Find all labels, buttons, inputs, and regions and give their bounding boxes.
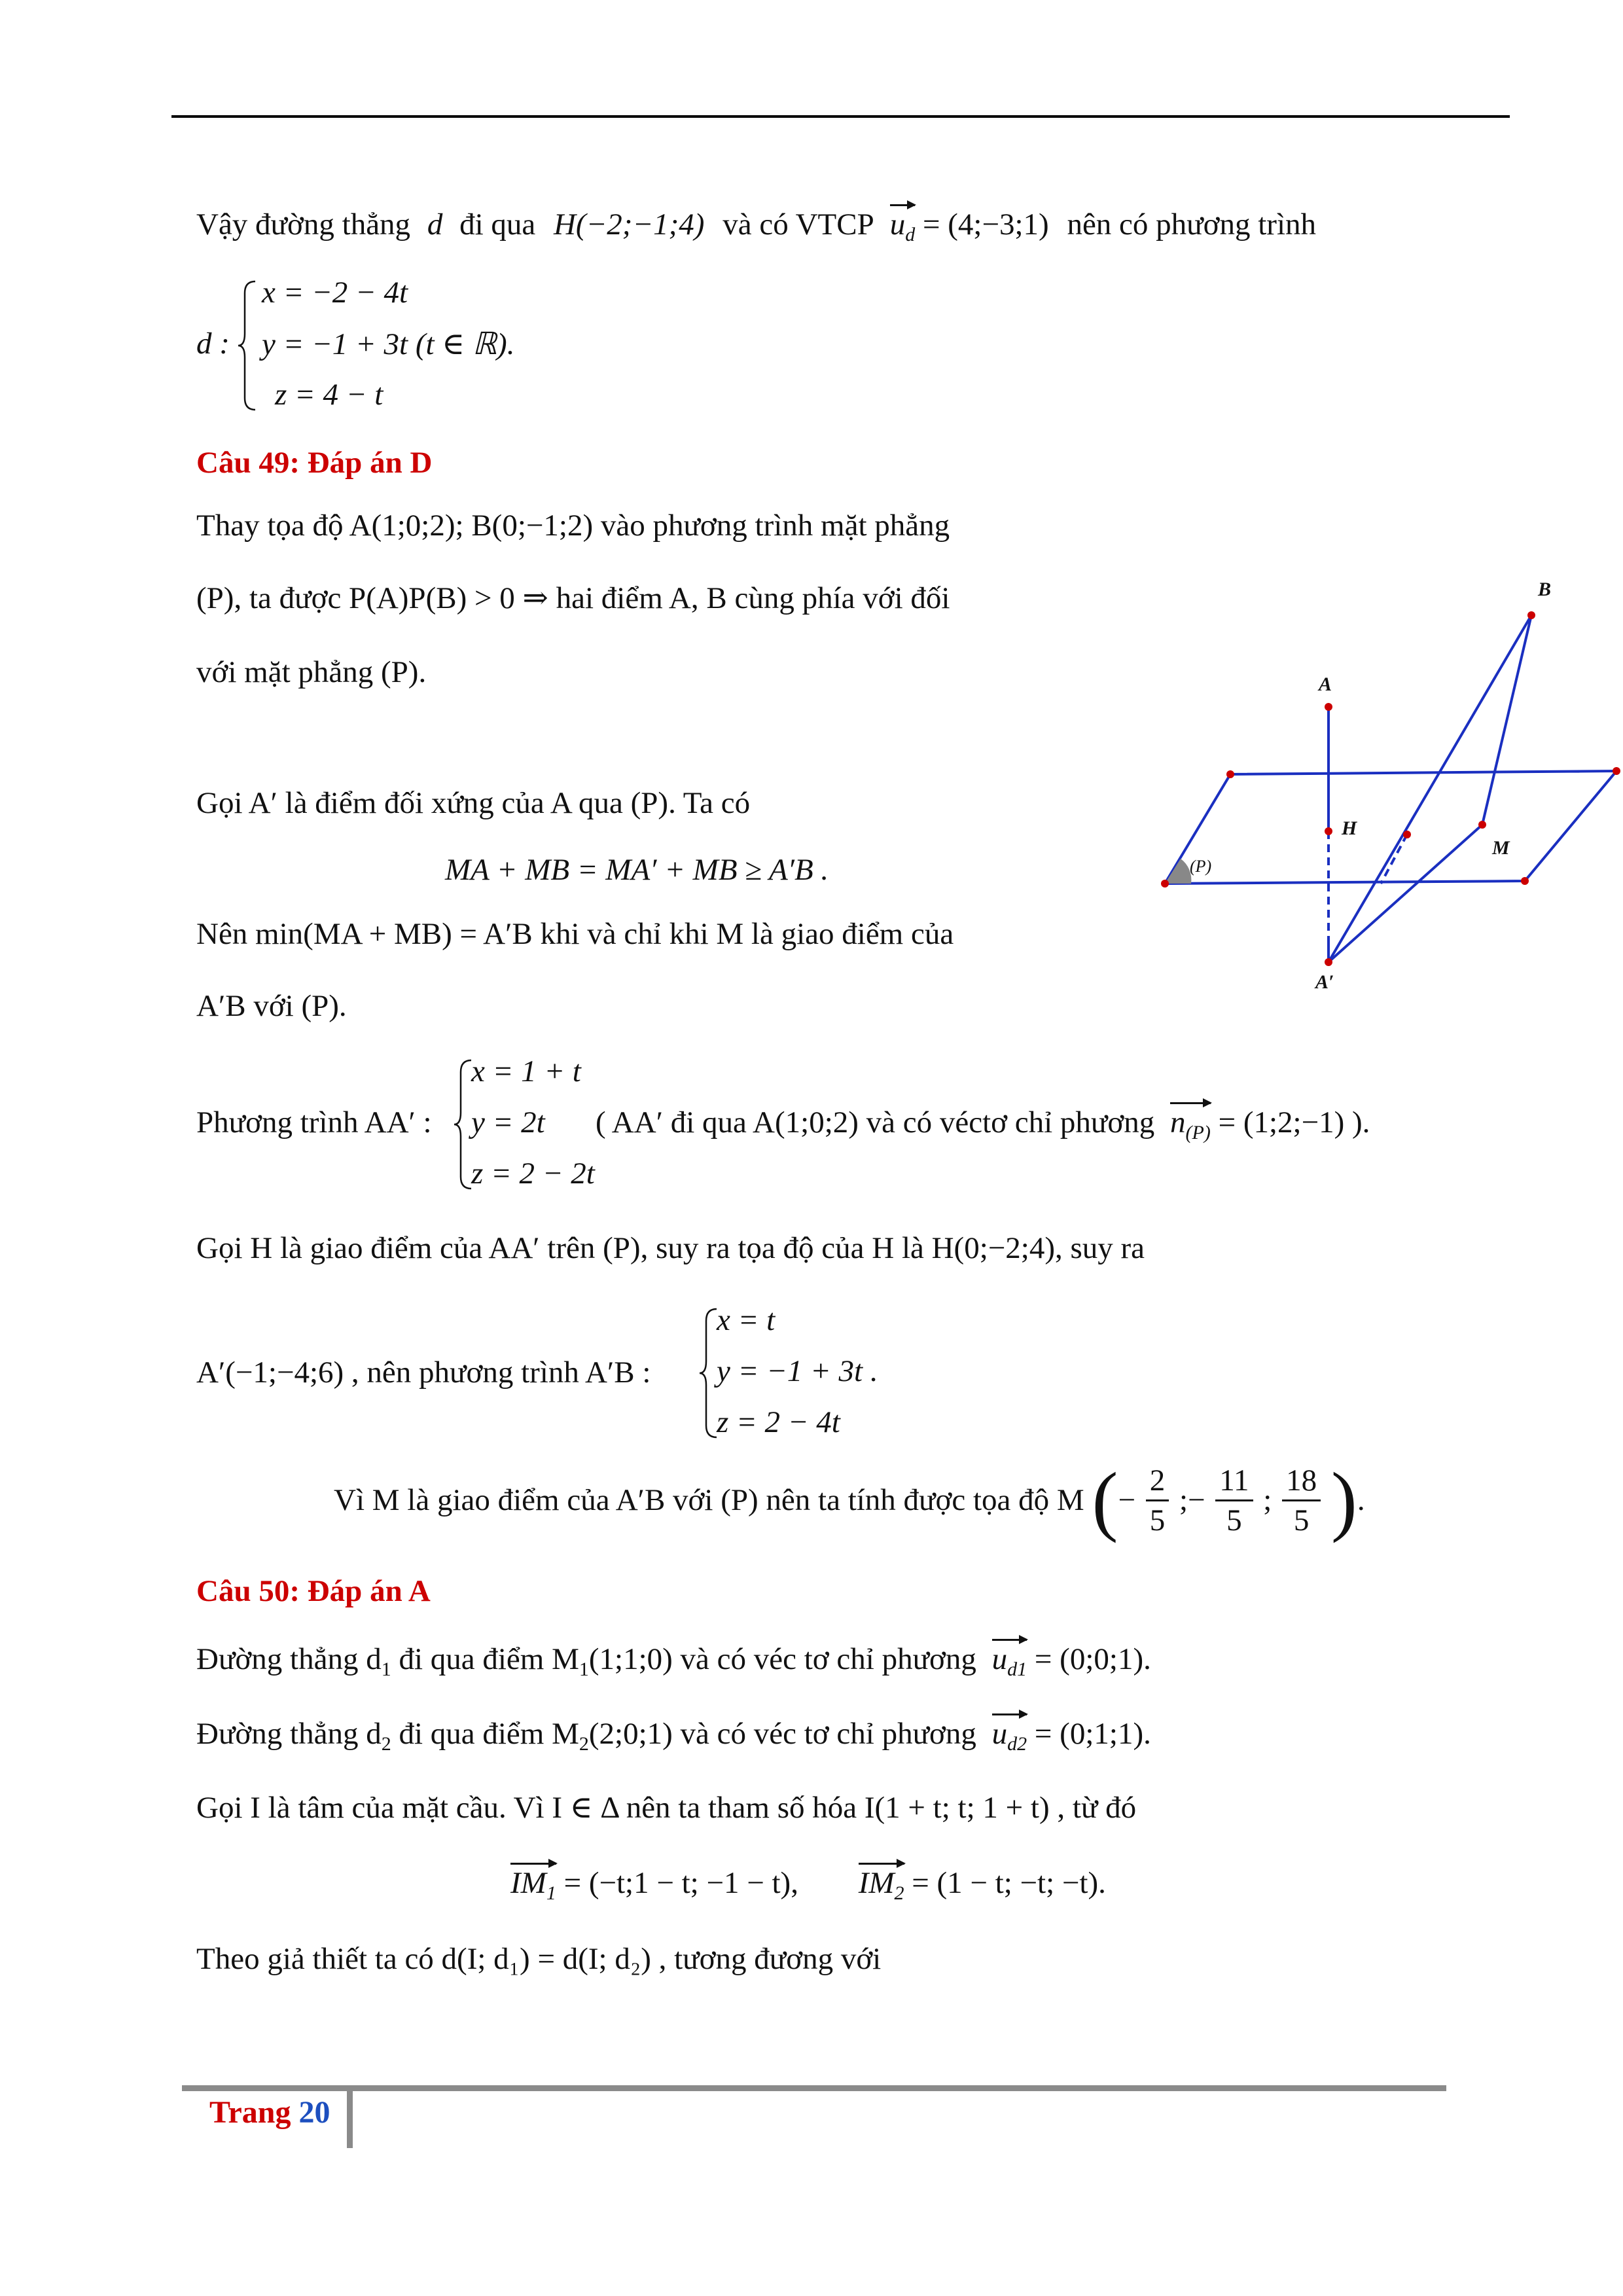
footer-divider [347, 2085, 353, 2148]
vector-im1: $IM_1$ [510, 1866, 556, 1904]
q49-paragraph: A′B với (P). [196, 989, 347, 1023]
ab-label: A′(−1;−4;6) , nên phương trình A′B : [196, 1355, 651, 1390]
q50-paragraph: Gọi I là tâm của mặt cầu. Vì I ∈ Δ nên ta tham số hóa I(1 + t; t; 1 + t) , từ đó [196, 1791, 1137, 1825]
geometry-figure [1106, 576, 1623, 1008]
system-aa-row: x = 1 + t [471, 1054, 581, 1088]
fraction: $\frac{18}{5}$ [1282, 1462, 1321, 1539]
label-a-prime: A′ [1315, 971, 1334, 993]
q49-paragraph: Gọi A′ là điểm đối xứng của A qua (P). Ta có [196, 786, 751, 820]
vector-n-p: $n_{(P)}$ [1170, 1105, 1211, 1143]
system-d-row: y = −1 + 3t (t ∈ ℝ). [262, 327, 515, 361]
vector-im2: $IM_2$ [858, 1866, 904, 1904]
system-d-row: z = 4 − t [275, 378, 383, 412]
q50-paragraph: Theo giả thiết ta có d(I; d₁) = d(I; d₂) , tương đương với [196, 1942, 882, 1976]
intro-d: d [427, 207, 443, 242]
plane-p [1165, 615, 1616, 962]
footer-rule [182, 2085, 1446, 2091]
q49-paragraph: Nên min(MA + MB) = A′B khi và chỉ khi M là giao điểm của [196, 917, 954, 951]
page-footer [209, 2094, 330, 2130]
figure-points [1161, 611, 1620, 966]
header-rule [171, 115, 1510, 118]
intro-vtcp-label: và có VTCP [722, 207, 873, 242]
intro-vtcp-value: = (4;−3;1) [923, 207, 1049, 242]
system-ab-row: z = 2 − 4t [717, 1405, 840, 1439]
label-plane-p: (P) [1190, 857, 1212, 876]
intro-text: Vậy đường thẳng [196, 207, 411, 242]
system-ab-row: x = t [717, 1303, 776, 1337]
intro-mid: đi qua [459, 207, 536, 242]
q50-line-d1: Đường thẳng $d_1$ đi qua điểm $M_1(1;1;0)$ và có véc tơ chỉ phương $u_{d1}$ = (0;0;1). [196, 1642, 1151, 1680]
intro-point-h: H(−2;−1;4) [553, 207, 705, 242]
system-ab-row: y = −1 + 3t . [717, 1354, 878, 1388]
vector-u-d2: $u_{d2}$ [991, 1717, 1027, 1755]
q49-paragraph: (P), ta được P(A)P(B) > 0 ⇒ hai điểm A, B cùng phía với đối [196, 581, 950, 615]
question-50-heading: Câu 50: Đáp án A [196, 1574, 431, 1608]
q49-inequality: MA + MB = MA′ + MB ≥ A′B . [445, 853, 829, 887]
fraction: $\frac{2}{5}$ [1146, 1462, 1169, 1539]
q50-line-d2: Đường thẳng $d_2$ đi qua điểm $M_2(2;0;1)$ và có véc tơ chỉ phương $u_{d2}$ = (0;1;1). [196, 1717, 1151, 1755]
brace-icon [238, 280, 258, 411]
system-aa-row: y = 2t [471, 1105, 545, 1139]
aa-note: ( AA′ đi qua A(1;0;2) và có véctơ chỉ phương $n_{(P)}$ = (1;2;−1) ). [596, 1105, 1370, 1143]
label-h: H [1342, 817, 1357, 839]
vector-u-d: $u_d$ [889, 207, 916, 245]
q49-paragraph: Thay tọa độ A(1;0;2); B(0;−1;2) vào phương trình mặt phẳng [196, 509, 950, 543]
q50-vectors: $IM_1$ = (−t;1 − t; −1 − t), $IM_2 = (1 - t$; −t; −t). [510, 1866, 1106, 1904]
system-d-row: x = −2 − 4t [262, 276, 408, 310]
intro-line [196, 207, 1316, 246]
aa-label: Phương trình AA′ : [196, 1105, 432, 1139]
label-m: M [1492, 837, 1510, 859]
q49-paragraph: Gọi H là giao điểm của AA′ trên (P), suy ra tọa độ của H là H(0;−2;4), suy ra [196, 1231, 1145, 1265]
intro-end: nên có phương trình [1067, 207, 1317, 242]
q49-paragraph: với mặt phẳng (P). [196, 655, 427, 689]
system-d-label: d : [196, 327, 230, 361]
fraction: $\frac{11}{5}$ [1215, 1462, 1253, 1539]
system-aa-row: z = 2 − 2t [471, 1157, 595, 1191]
label-b: B [1538, 579, 1552, 600]
footer-label: Trang [209, 2095, 291, 2130]
page-number: 20 [298, 2095, 330, 2130]
m-coordinates: Vì M là giao điểm của A′B với (P) nên ta tính được tọa độ M (− $\frac{2}{5}$ ;− $\frac{11}{5}$ ; $\frac{18}{5}$ ). [334, 1456, 1365, 1543]
vector-u-d1: $u_{d1}$ [991, 1642, 1027, 1680]
question-49-heading: Câu 49: Đáp án D [196, 446, 433, 480]
label-a: A [1319, 673, 1332, 695]
